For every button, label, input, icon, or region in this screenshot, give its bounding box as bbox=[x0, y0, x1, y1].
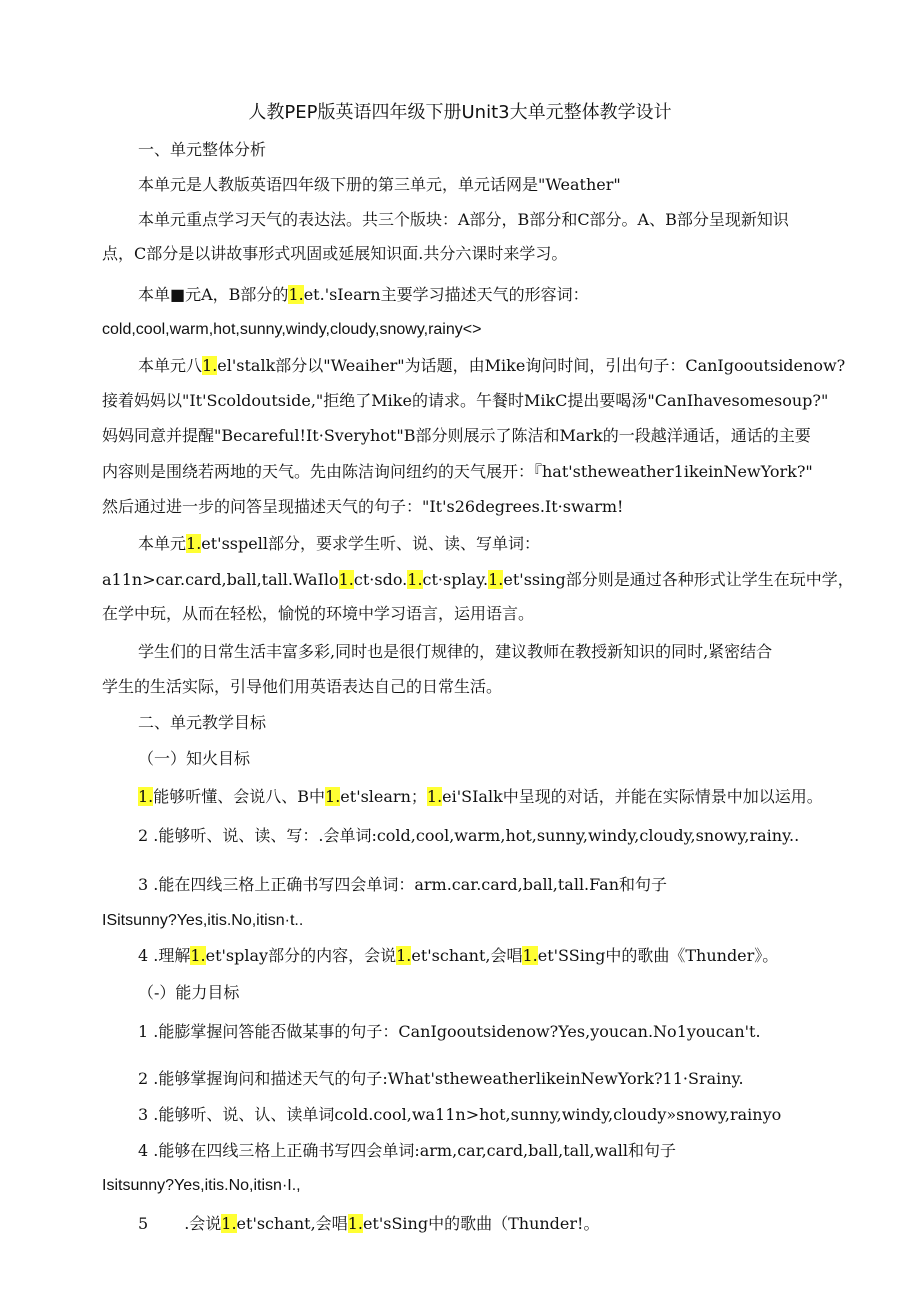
highlight-mark: 1. bbox=[190, 946, 206, 965]
highlight-mark: 1. bbox=[426, 787, 443, 806]
text-run: .会说 bbox=[184, 1214, 222, 1233]
text-run: ct·sdo. bbox=[353, 570, 408, 589]
text-run: et'slearn； bbox=[340, 787, 427, 806]
text-run: ct·splay. bbox=[422, 570, 489, 589]
item-number: 5 bbox=[138, 1214, 149, 1233]
paragraph-3-line-2: cold,cool,warm,hot,sunny,windy,cloudy,snowy,rainy<> bbox=[102, 321, 482, 338]
paragraph-6-line-2: 学生的生活实际，引导他们用英语表达自己的日常生活。 bbox=[102, 677, 503, 696]
paragraph-4-line-1 bbox=[138, 355, 845, 377]
highlight-mark: 1. bbox=[347, 1214, 363, 1233]
highlight-mark: 1. bbox=[407, 570, 423, 589]
text-run: et.'sIearn主要学习描述天气的形容词： bbox=[303, 285, 589, 304]
highlight-mark: 1. bbox=[138, 787, 154, 806]
highlight-mark: 1. bbox=[288, 285, 304, 304]
ability-item-1: 1 .能膨掌握问答能否做某事的句子：CanIgooutsidenow?Yes,youcan.No1youcan't. bbox=[138, 1022, 761, 1041]
text-run: 本单元八 bbox=[138, 356, 203, 375]
text-run: a11n>car.card,ball,tall.WaIlo bbox=[102, 570, 339, 589]
text-run: et'ssing部分则是通过各种形式让学生在玩中学， bbox=[503, 570, 854, 589]
section-heading-objectives: 二、单元教学目标 bbox=[138, 713, 267, 732]
paragraph-4-line-4: 内容则是围绕若两地的天气。先由陈洁询问纽约的天气展开：『hat'stheweather1ikeinNewYork?" bbox=[102, 462, 813, 481]
paragraph-1: 本单元是人教版英语四年级下册的第三单元，单元话网是"Weather" bbox=[138, 175, 621, 194]
knowledge-item-3-line-2: ISitsunny?Yes,itis.No,itisn·t.. bbox=[102, 912, 304, 929]
paragraph-5-line-2 bbox=[102, 569, 854, 591]
paragraph-6-line-1: 学生们的日常生活丰富多彩,同时也是很仃规律的，建议教师在教授新知识的同时,紧密结合 bbox=[138, 642, 773, 661]
highlight-mark: 1. bbox=[522, 946, 538, 965]
document-title: 人教PEP版英语四年级下册Unit3大单元整体教学设计 bbox=[248, 102, 672, 123]
text-run: et'sspell部分，要求学生听、说、读、写单词： bbox=[201, 534, 540, 553]
knowledge-item-4 bbox=[138, 945, 778, 967]
paragraph-5-line-3: 在学中玩，从而在轻松，愉悦的环境中学习语言，运用语言。 bbox=[102, 604, 535, 623]
ability-item-5 bbox=[138, 1213, 599, 1235]
paragraph-2-line-1: 本单元重点学习天气的表达法。共三个版块：A部分，B部分和C部分。A、B部分呈现新知识 bbox=[138, 210, 789, 229]
knowledge-item-2: 2 .能够听、说、读、写：.会单词:cold,cool,warm,hot,sunny,windy,cloudy,snowy,rainy.. bbox=[138, 826, 800, 845]
ability-item-3: 3 .能够听、说、认、读单词cold.cool,wa11n>hot,sunny,windy,cloudy»snowy,rainyo bbox=[138, 1105, 782, 1124]
highlight-mark: 1. bbox=[338, 570, 354, 589]
highlight-mark: 1. bbox=[325, 787, 341, 806]
knowledge-item-3-line-1: 3 .能在四线三格上正确书写四会单词：arm.car.card,ball,tall.Fan和句子 bbox=[138, 875, 668, 894]
text-run: 能够听懂、会说八、B中 bbox=[153, 787, 326, 806]
paragraph-4-line-5: 然后通过进一步的问答呈现描述天气的句子："It's26degrees.It·swarm! bbox=[102, 497, 624, 516]
text-run: 4 .理解 bbox=[138, 946, 191, 965]
text-run: 本单■元A，B部分的 bbox=[138, 285, 289, 304]
text-run: et'splay部分的内容，会说 bbox=[205, 946, 397, 965]
highlight-mark: 1. bbox=[488, 570, 504, 589]
highlight-mark: 1. bbox=[221, 1214, 237, 1233]
highlight-mark: 1. bbox=[186, 534, 202, 553]
paragraph-2-line-2: 点，C部分是以讲故事形式巩固或延展知识面.共分六课时来学习。 bbox=[102, 244, 568, 263]
text-run: 本单元 bbox=[138, 534, 187, 553]
ability-item-4-line-2: Isitsunny?Yes,itis.No,itisn·I., bbox=[102, 1177, 301, 1194]
ability-item-2: 2 .能够掌握询问和描述天气的句子:What'stheweatherlikeinNewYork?11·Srainy. bbox=[138, 1069, 744, 1088]
subsection-heading-knowledge: （一）知火目标 bbox=[138, 749, 251, 768]
text-run: et'SSing中的歌曲《Thunder》。 bbox=[537, 946, 779, 965]
highlight-mark: 1. bbox=[396, 946, 412, 965]
knowledge-item-1 bbox=[138, 786, 823, 808]
highlight-mark: 1. bbox=[202, 356, 218, 375]
text-run: et'schant,会唱 bbox=[411, 946, 523, 965]
paragraph-4-line-3: 妈妈同意并提醒"Becareful!It·Sveryhot"B部分则展示了陈洁和Mark的一段越洋通话，通话的主要 bbox=[102, 426, 811, 445]
ability-item-4-line-1: 4 .能够在四线三格上正确书写四会单词:arm,car,card,ball,tall,wall和句子 bbox=[138, 1141, 677, 1160]
paragraph-4-line-2: 接着妈妈以"It'Scoldoutside,"拒绝了Mike的请求。午餐时MikC提出要喝汤"CanIhavesomesoup?" bbox=[102, 391, 829, 410]
section-heading-analysis: 一、单元整体分析 bbox=[138, 140, 267, 159]
paragraph-5-line-1 bbox=[138, 533, 540, 555]
text-run: ei'SIalk中呈现的对话，并能在实际情景中加以运用。 bbox=[442, 787, 823, 806]
text-run: et'schant,会唱 bbox=[236, 1214, 348, 1233]
text-run: el'stalk部分以"Weaiher"为话题，由Mike询问时间，引出句子：CanIgooutsidenow? bbox=[217, 356, 846, 375]
subsection-heading-ability: （-）能力目标 bbox=[138, 983, 240, 1002]
paragraph-3-line-1 bbox=[138, 284, 589, 306]
text-run: et'sSing中的歌曲（Thunder!。 bbox=[362, 1214, 600, 1233]
